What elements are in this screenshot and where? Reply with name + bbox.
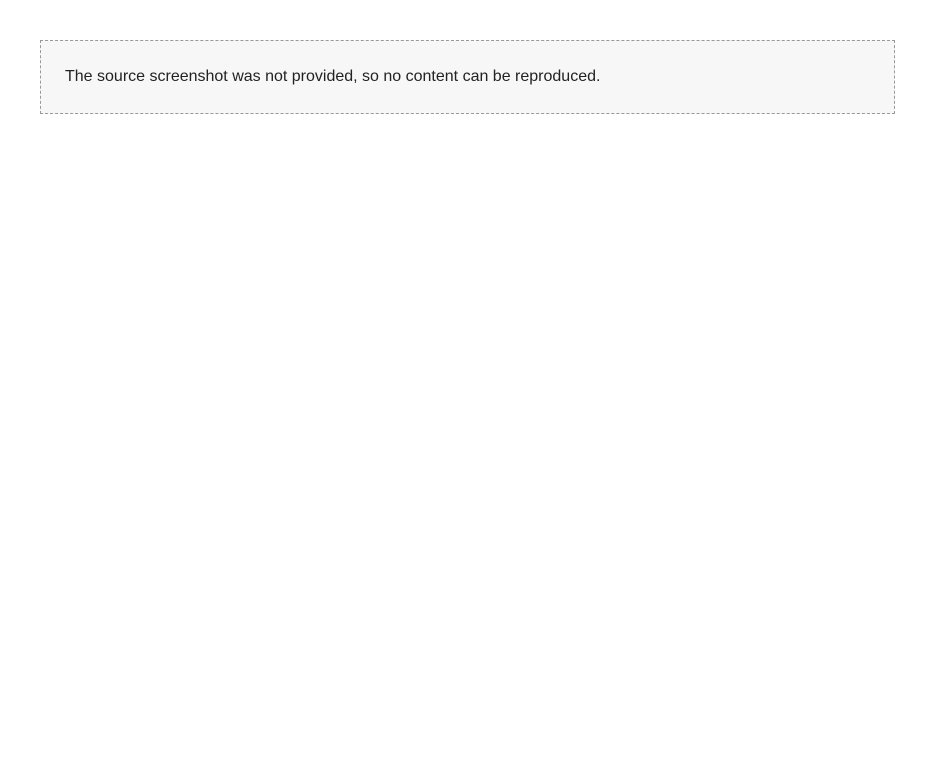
notice-text: The source screenshot was not provided, so no content can be reproduced. [65,68,601,85]
missing-image-notice [40,40,895,114]
